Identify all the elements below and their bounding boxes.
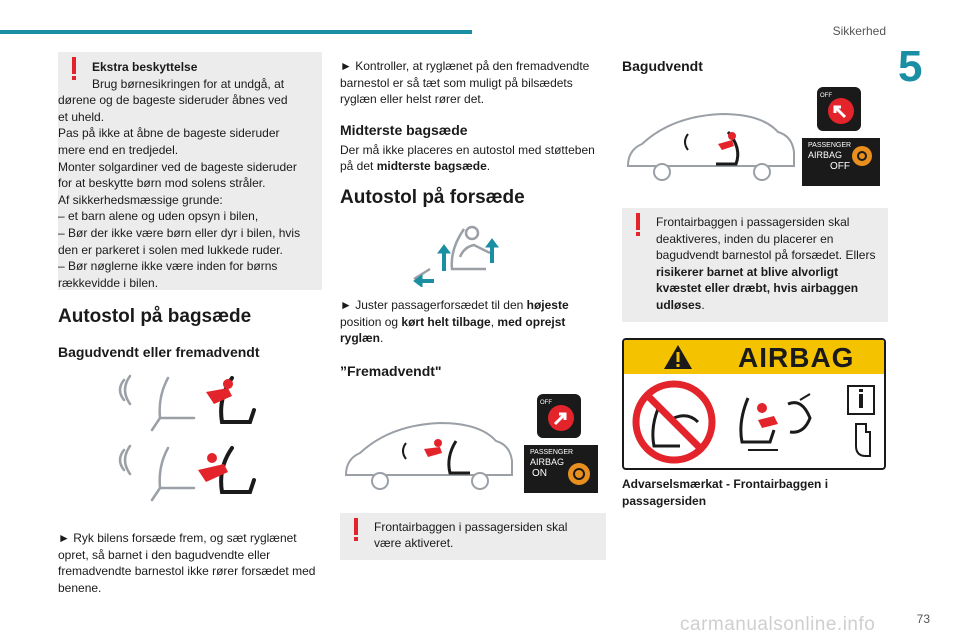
warning-line: – Bør der ikke være børn eller dyr i bilen, hvis (58, 225, 301, 240)
child-seat-rear-icon (110, 372, 260, 514)
instruction-move-front-seat: ► Ryk bilens forsæde frem, og sæt ryglænet opret, så barnet i den bagudvendte eller fremadvendte barnestol ikke rører forsædet med benene. (58, 531, 316, 595)
badge-state: ON (532, 467, 547, 479)
airbag-label-header (624, 340, 884, 374)
warning-line: mere end en tredjedel. (58, 142, 179, 157)
instruction-adjust-seat (340, 297, 606, 347)
adjust-bold-3: med oprejst ryglæn (340, 314, 566, 346)
subheading-rear-forward: Bagudvendt eller fremadvendt (58, 344, 260, 360)
airbag-status-icon (566, 461, 592, 487)
adjust-text-3: , (490, 314, 498, 329)
forward-car-illustration (340, 393, 606, 501)
warning-line: for at beskytte børn mod solens stråler. (58, 176, 266, 191)
warning-line: – Bør nøglerne ikke være inden for børns (58, 259, 278, 274)
column-right (622, 52, 888, 510)
warning-line: et uheld. (58, 109, 105, 124)
airbag-warning-label (622, 338, 886, 470)
airbag-label-caption: Advarselsmærkat - Frontairbaggen i passagersiden (622, 476, 829, 508)
passenger-airbag-on-badge (524, 445, 598, 493)
warning-title: Ekstra beskyttelse (92, 60, 198, 74)
book-info-icon (846, 384, 876, 462)
column-middle (340, 52, 606, 560)
svg-text:OFF: OFF (820, 93, 832, 99)
warning-line: Af sikkerhedsmæssige grunde: (58, 192, 223, 207)
chapter-number: 5 (898, 42, 923, 91)
warning-line: Brug børnesikringen for at undgå, at (92, 76, 285, 91)
heading-middle-seat: Midterste bagsæde (340, 121, 468, 138)
warning-airbag-off-end: . (701, 297, 705, 312)
warning-line: Monter solgardiner ved de bageste sideruder (58, 159, 297, 174)
warning-line: – et barn alene og uden opsyn i bilen, (58, 209, 259, 224)
badge-line-2: AIRBAG (808, 150, 843, 160)
warning-box-airbag-on (340, 513, 606, 560)
top-accent-bar (0, 30, 472, 34)
adjust-text-4: . (380, 331, 384, 346)
warning-airbag-off-plain: Frontairbaggen i passagersiden skal deaktiveres, inden du placerer en bagudvendt barnestol på forsædet. Ellers (656, 215, 876, 263)
watermark: carmanualsonline.info (680, 614, 876, 635)
adjust-text-2: position og (340, 314, 402, 329)
warning-airbag-on-text: Frontairbaggen i passagersiden skal være aktiveret. (374, 519, 568, 551)
heading-front-seat: Autostol på forsæde (340, 186, 525, 208)
warning-airbag-off-bold: risikerer barnet at blive alvorligt kvæstet eller dræbt, hvis airbaggen udløses (656, 264, 859, 312)
airbag-switch-off-icon (816, 86, 862, 132)
badge-line-1: PASSENGER (530, 448, 574, 456)
front-seat-adjust-illustration (404, 223, 514, 287)
warning-icon (635, 213, 641, 236)
warning-line: dørene og de bageste sideruder åbnes ved (58, 93, 288, 108)
badge-line-1: PASSENGER (808, 142, 852, 149)
middle-seat-text-a: Der må ikke placeres en autostol med støtteben på det (340, 142, 595, 174)
middle-seat-bold: midterste bagsæde (376, 159, 487, 174)
manual-read-icon (846, 384, 876, 462)
svg-text:OFF: OFF (540, 399, 552, 406)
warning-box-airbag-off (622, 208, 888, 322)
seat-adjust-icon (404, 223, 514, 287)
badge-state: OFF (830, 161, 850, 172)
adjust-text-1: ► Juster passagerforsædet til den (340, 297, 527, 312)
passenger-airbag-off-badge (802, 138, 880, 186)
section-title: Sikkerhed (832, 24, 886, 38)
badge-line-2: AIRBAG (530, 456, 565, 467)
warning-line: den er parkeret i solen med lukkede ruder. (58, 242, 283, 257)
rearward-car-illustration (622, 86, 888, 194)
middle-seat-text-b: . (486, 159, 491, 174)
airbag-status-icon (850, 144, 874, 168)
car-forward-seat-icon (340, 413, 520, 493)
page-number: 73 (916, 612, 930, 626)
heading-rear-seat: Autostol på bagsæde (58, 306, 252, 327)
airbag-deploy-icon (728, 380, 824, 464)
subheading-forward: ”Fremadvendt" (340, 362, 442, 379)
column-left (58, 52, 322, 596)
middle-seat-text (340, 142, 606, 175)
car-rearward-seat-icon (622, 104, 802, 184)
airbag-label-title: AIRBAG (738, 341, 855, 373)
warning-icon (353, 518, 359, 541)
adjust-bold-1: højeste (526, 297, 569, 312)
no-rear-seat-icon (630, 378, 718, 466)
warning-triangle-icon (662, 343, 694, 371)
warning-line: Pas på ikke at åbne de bageste sideruder (58, 126, 280, 141)
warning-line: rækkevidde i bilen. (58, 275, 159, 290)
adjust-bold-2: kørt helt tilbage (401, 314, 491, 329)
warning-icon (71, 57, 77, 80)
warning-box-extra-protection (58, 52, 322, 290)
heading-rearward: Bagudvendt (622, 58, 703, 74)
warning-airbag-off-text (656, 214, 880, 314)
airbag-switch-on-icon (536, 393, 582, 439)
instruction-check-backrest: ► Kontroller, at ryglænet på den fremadvendte barnestol er så tæt som muligt på bilsædets ryglæn eller helst rører det. (340, 59, 590, 107)
rear-seat-illustration (110, 372, 260, 514)
